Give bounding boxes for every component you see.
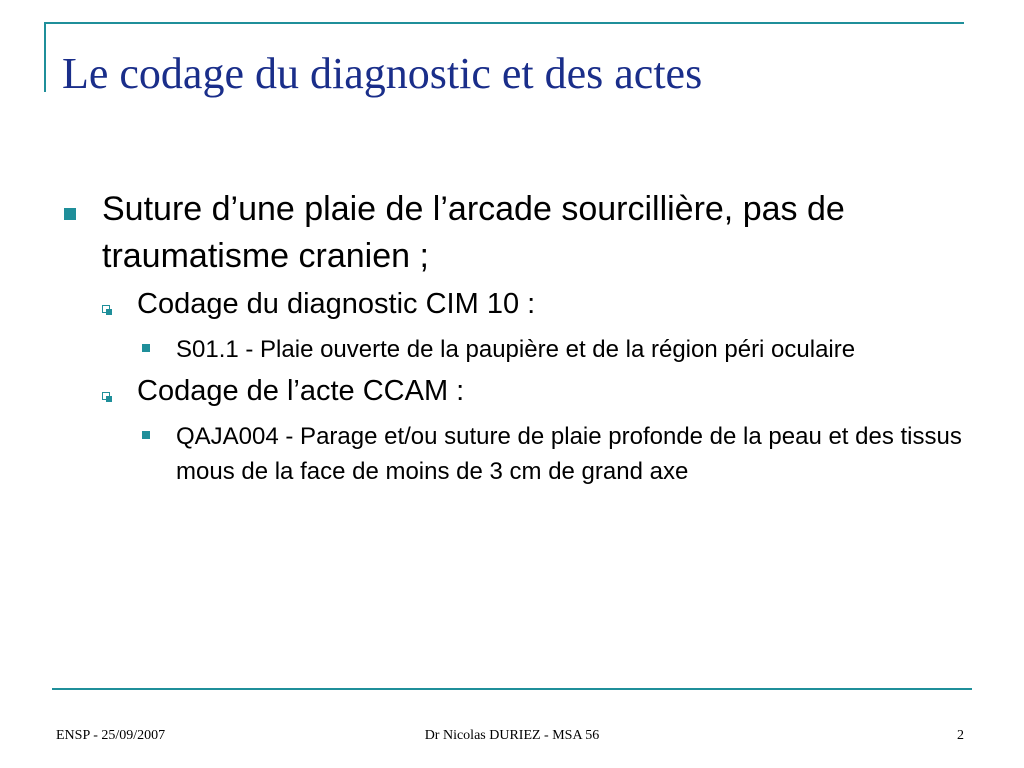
bullet-item-diagnostic <box>64 286 964 322</box>
bullet-text-main: Suture d’une plaie de l’arcade sourcillière, pas de traumatisme cranien ; <box>102 190 845 275</box>
square-bullet-icon <box>64 208 76 220</box>
title-frame-left-rule <box>44 22 46 92</box>
bullet-text-act-code: QAJA004 - Parage et/ou suture de plaie profonde de la peau et des tissus mous de la face de moins de 3 cm de grand axe <box>176 423 962 485</box>
bullet-text-act: Codage de l’acte CCAM : <box>137 375 465 407</box>
bullet-item-main <box>64 186 964 280</box>
bullet-item-act <box>64 373 964 409</box>
hollow-square-bullet-icon <box>102 305 110 313</box>
slide-number: 2 <box>957 728 964 743</box>
footer-rule <box>52 688 972 690</box>
footer-author: Dr Nicolas DURIEZ - MSA 56 <box>424 728 600 743</box>
bullet-text-diagnostic-code: S01.1 - Plaie ouverte de la paupière et de la région péri oculaire <box>176 336 856 363</box>
slide-content <box>64 186 964 489</box>
square-bullet-icon <box>142 344 150 352</box>
slide-title: Le codage du diagnostic et des actes <box>62 49 703 98</box>
hollow-square-bullet-icon <box>102 392 110 400</box>
bullet-item-act-code <box>64 419 964 489</box>
square-bullet-icon <box>142 431 150 439</box>
bullet-text-diagnostic: Codage du diagnostic CIM 10 : <box>137 288 536 320</box>
title-frame-top-rule <box>44 22 964 24</box>
bullet-item-diagnostic-code <box>64 332 964 367</box>
footer-date: ENSP - 25/09/2007 <box>56 728 166 743</box>
